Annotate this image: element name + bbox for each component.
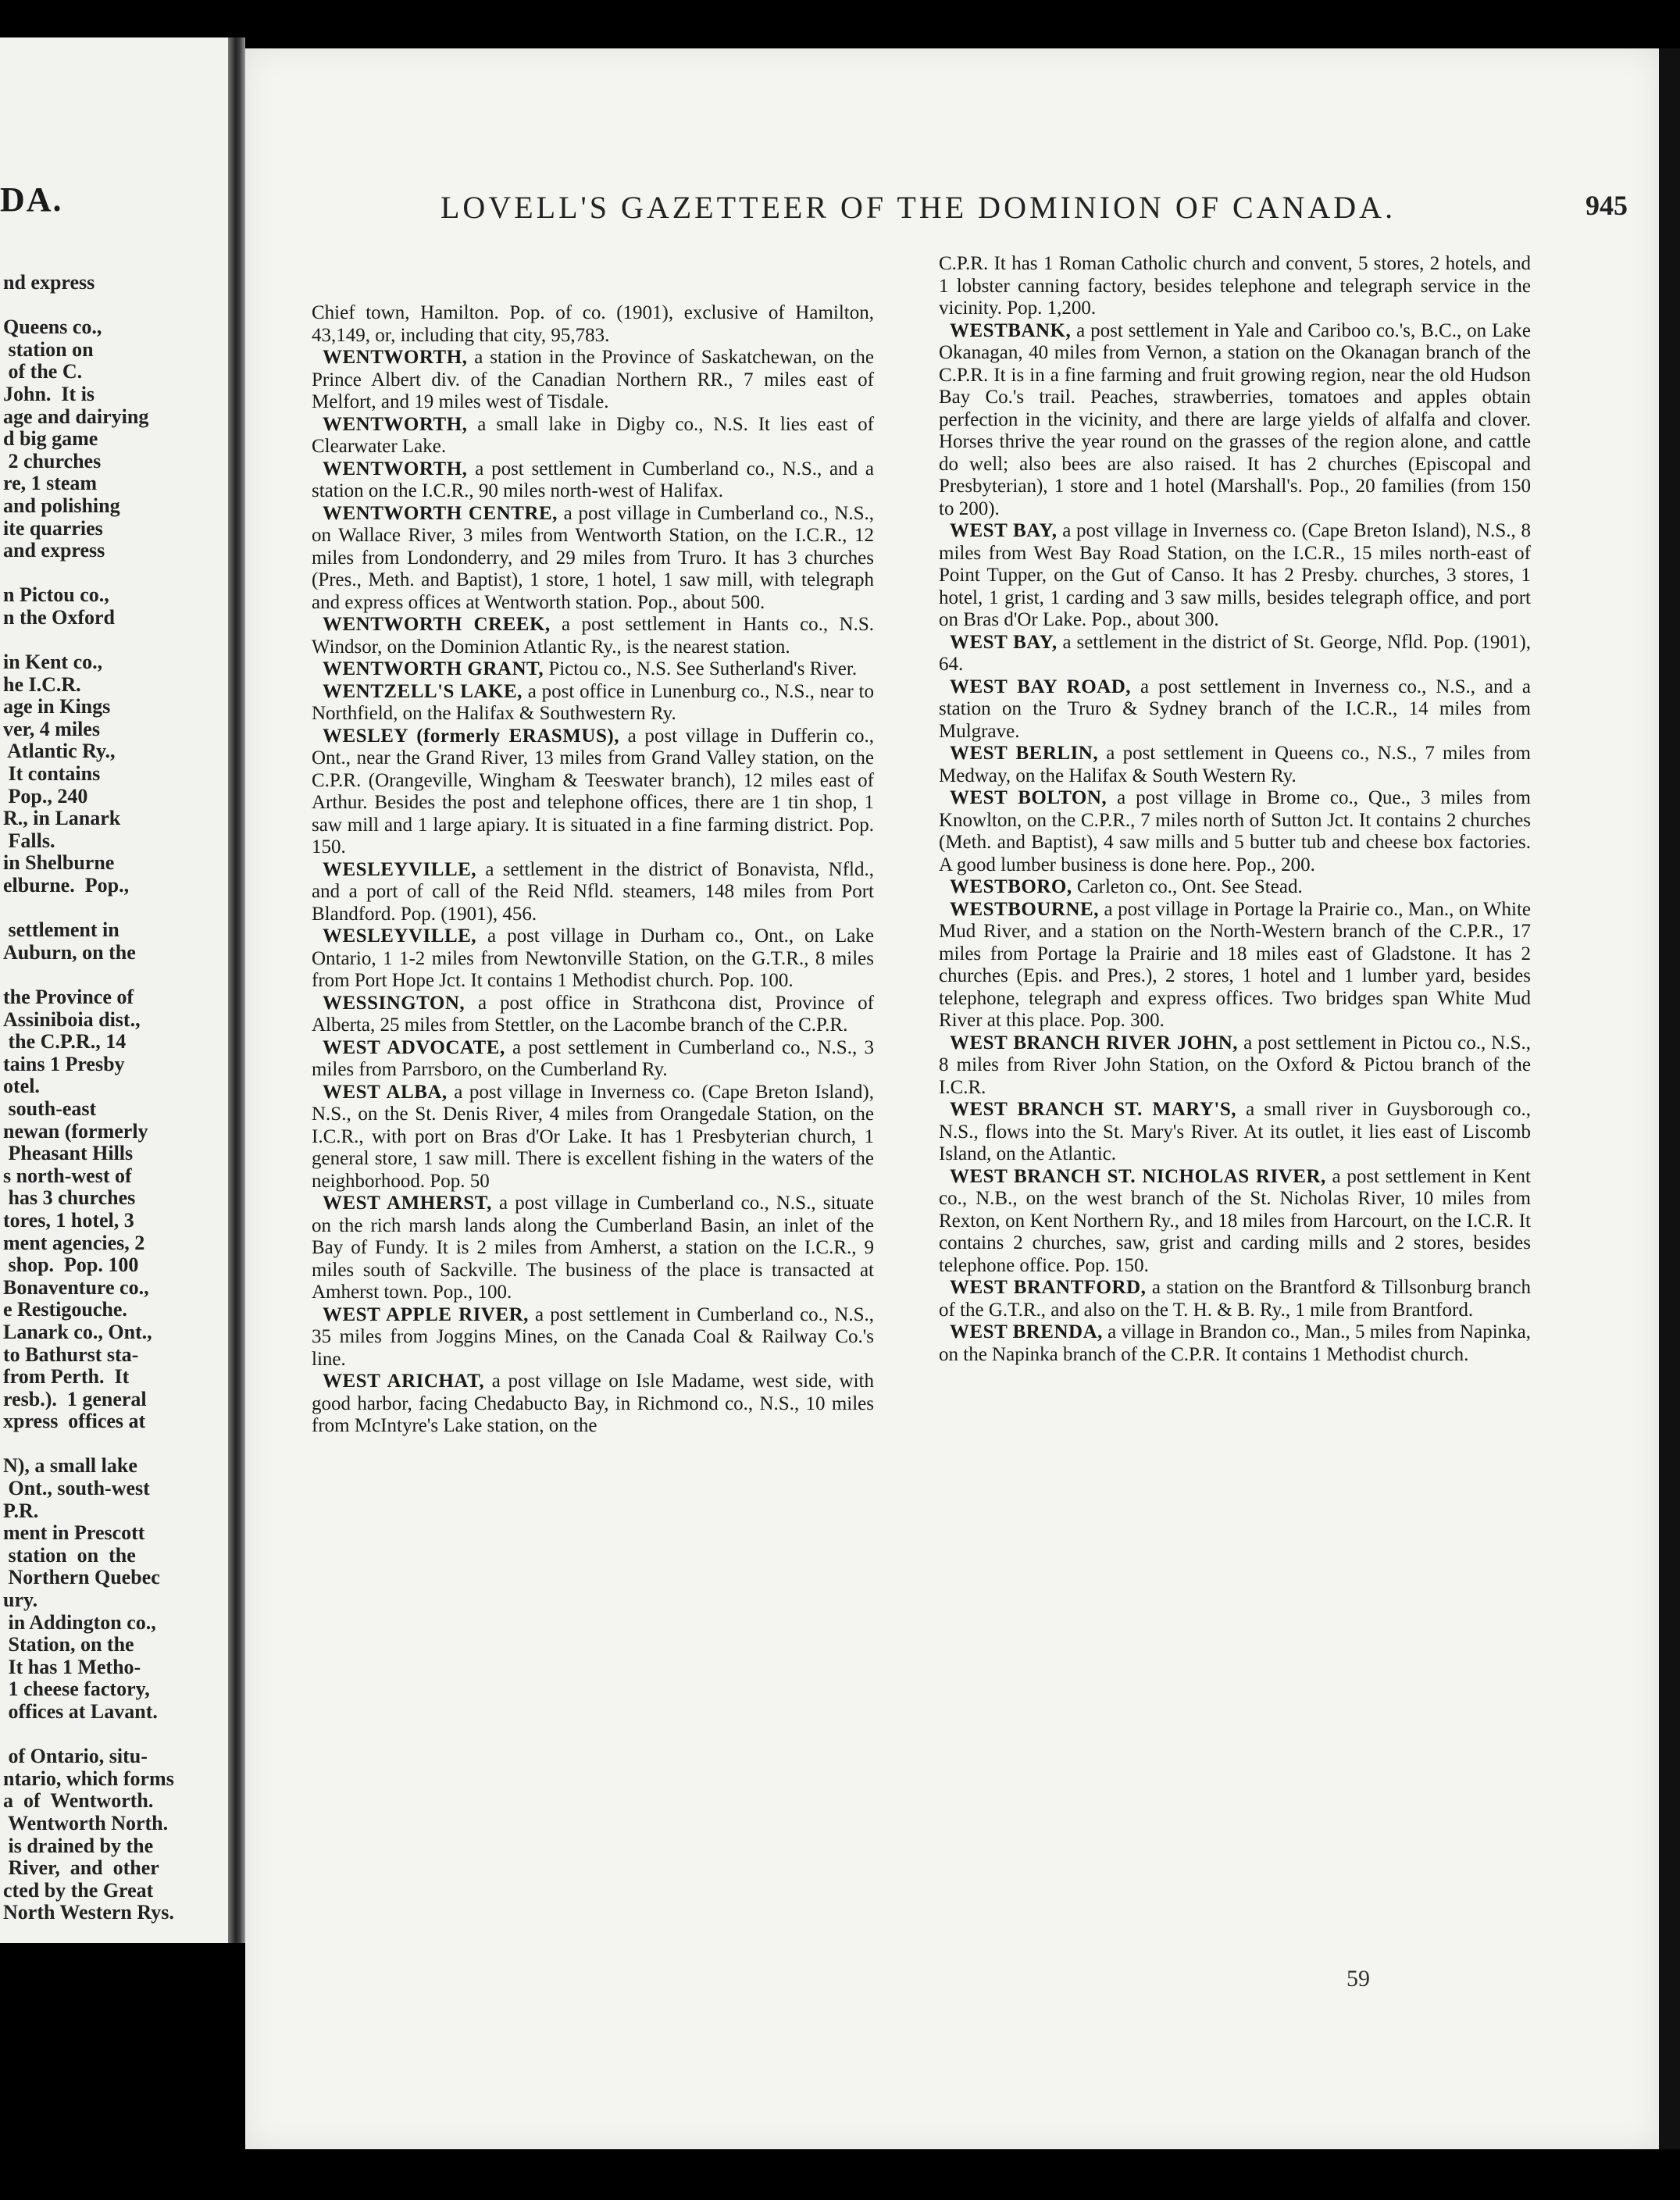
gazetteer-entry [939,520,1531,632]
entry-headword: WEST BAY ROAD, [950,676,1132,697]
entry-headword: WEST BERLIN, [950,743,1099,764]
running-title: LOVELL'S GAZETTEER OF THE DOMINION OF CANADA. [441,190,1396,225]
entry-headword: WEST BRANCH RIVER JOHN, [950,1032,1239,1054]
entry-description: a post village in Inverness co. (Cape Breton Island), N.S., on the St. Denis River, 4 miles from Orangedale Station, on the I.C.R., with port on Bras d'Or Lake. It has 1 Presbyterian church, 1 general store, 1 saw mill. There is excellent fishing in the waters of the neighborhood. Pop. 50 [312,1081,874,1192]
facing-page-left [0,37,228,1943]
gazetteer-entry [939,320,1531,521]
entry-headword: WESSINGTON, [323,992,465,1014]
gazetteer-entry [312,458,874,503]
entry-headword: WEST BRENDA, [950,1321,1103,1342]
entry-headword: WESLEY (formerly ERASMUS), [323,725,619,747]
entry-description: a settlement in the district of Bonavista, Nfld., and a port of call of the Reid Nfld. steamers, 148 miles from Port Blandford. Pop. (1901), 456. [312,858,874,925]
entry-description: Pictou co., N.S. See Sutherland's River. [544,658,858,679]
entry-headword: WEST ALBA, [323,1081,448,1103]
entry-headword: WEST ADVOCATE, [323,1036,505,1058]
entry-description: a post office in Lunenburg co., N.S., near to Northfield, on the Halifax & Southwestern Ry. [312,680,874,724]
gazetteer-entry [939,676,1531,743]
entry-headword: WEST BRANCH ST. MARY'S, [950,1099,1237,1120]
running-head [441,189,1635,236]
text-column-left [312,302,874,1438]
gazetteer-page [245,48,1659,2149]
gazetteer-entry [312,1193,874,1304]
entry-description: a village in Brandon co., Man., 5 miles from Napinka, on the Napinka branch of the C.P.R. It contains 1 Methodist church. [939,1321,1531,1365]
entry-description: a post village on Isle Madame, west side, with good harbor, facing Chedabucto Bay, in Richmond co., N.S., 10 miles from McIntyre's Lake station, on the [312,1371,874,1436]
gazetteer-entry [312,1037,874,1082]
gazetteer-entry [312,658,874,681]
signature-mark: 59 [1346,1966,1370,1991]
entry-description: a post settlement in Cumberland co., N.S., and a station on the I.C.R., 90 miles north-west of Halifax. [312,458,874,501]
entry-headword: WESLEYVILLE, [323,858,477,880]
gazetteer-entry [312,1371,874,1438]
entry-headword: WEST BRANCH ST. NICHOLAS RIVER, [950,1165,1326,1187]
entry-headword: WEST ARICHAT, [323,1371,485,1392]
entry-headword: WEST AMHERST, [323,1193,492,1214]
entry-description: a post settlement in Inverness co., N.S., and a station on the Truro & Sydney branch of the I.C.R., 14 miles from Mulgrave. [939,676,1531,742]
entry-description: a post settlement in Cumberland co., N.S., 3 miles from Parrsboro, on the Cumberland Ry. [312,1036,874,1080]
entry-description: a post office in Strathcona dist, Province of Alberta, 25 miles from Stettler, on the Lacombe branch of the C.P.R. [312,992,874,1036]
gazetteer-entry [312,925,874,993]
entry-headword: WEST APPLE RIVER, [323,1303,529,1325]
entry-description: a post settlement in Queens co., N.S., 7 miles from Medway, on the Halifax & South Western Ry. [939,743,1531,786]
facing-page-text-fragments: nd express Queens co., station on of the C. John. It is age and dairying d big game 2 churches re, 1 steam and polishing ite quarries and express n Pictou co., n the Oxford in Kent co., he I.C.R. age in Kings ver, 4 miles Atlantic Ry., It contains Pop., 240 R., in Lanark Falls. in Shelburne elburne. Pop., settlement in Auburn, on the the Province of Assiniboia dist., the C.P.R., 14 tains 1 Presby otel. south-east newan (formerly Pheasant Hills s north-west of has 3 churches tores, 1 hotel, 3 ment agencies, 2 shop. Pop. 100 Bonaventure co., e Restigouche. Lanark co., Ont., to Bathurst sta- from Perth. It resb.). 1 general xpress offices at N), a small lake Ont., south-west P.R. ment in Prescott station on the Northern Quebec ury. in Addington co., Station, on the It has 1 Metho- 1 cheese factory, offices at Lavant. of Ontario, situ- ntario, which forms a of Wentworth. Wentworth North. is drained by the River, and other cted by the Great North Western Rys. [3,271,174,1924]
entry-description: a post village in Dufferin co., Ont., near the Grand River, 13 miles from Grand Valley station, on the C.P.R. (Orangeville, Wingham & Teeswater branch), 12 miles east of Arthur. Besides the post and telephone offices, there are 1 tin shop, 1 saw mill and 1 large apiary. It is situated in a fine farming district. Pop. 150. [312,725,874,858]
entry-description: a station in the Province of Saskatchewan, on the Prince Albert div. of the Canadian Northern RR., 7 miles east of Melfort, and 19 miles west of Tisdale. [312,347,874,412]
entry-headword: WENTWORTH CENTRE, [323,502,558,524]
gazetteer-entry [939,876,1531,899]
entry-headword: WENTWORTH, [323,458,468,480]
gazetteer-entry [312,503,874,615]
entry-description: a post village in Cumberland co., N.S., on Wallace River, 3 miles from Wentworth Station, on the I.C.R., 12 miles from Londonderry, and 29 miles from Truro. It has 3 churches (Pres., Meth. and Baptist), 1 store, 1 hotel, 1 saw mill, with telegraph and express offices at Wentworth station. Pop., about 500. [312,502,874,613]
gazetteer-entry [939,899,1531,1032]
entry-description: a post settlement in Hants co., N.S. Windsor, on the Dominion Atlantic Ry., is the nearest station. [312,614,874,658]
entry-description: Chief town, Hamilton. Pop. of co. (1901), exclusive of Hamilton, 43,149, or, including that city, 95,783. [312,302,874,346]
gazetteer-entry [312,726,874,859]
entry-headword: WEST BAY, [950,631,1058,653]
entry-description: a post village in Inverness co. (Cape Breton Island), N.S., 8 miles from West Bay Road Station, on the I.C.R., 15 miles north-east of Point Tupper, on the Gut of Canso. It has 2 Presby. churches, 3 stores, 1 hotel, 1 grist, 1 carding and 3 saw mills, besides telegraph office, and port on Bras d'Or Lake. Pop., about 300. [939,520,1531,630]
entry-description: a station on the Brantford & Tillsonburg branch of the G.T.R., and also on the T. H. & B. Ry., 1 mile from Brantford. [939,1277,1532,1321]
entry-description: a post village in Portage la Prairie co., Man., on White Mud River, and a station on the North-Western branch of the C.P.R., 17 miles from Portage la Prairie and 18 miles east of Gladstone. It has 2 churches (Epis. and Pres.), 2 stores, 1 hotel and 1 lumber yard, besides telephone, telegraph and express offices. Two bridges span White Mud River at this place. Pop. 300. [939,898,1531,1031]
gazetteer-entry [939,1099,1531,1166]
gazetteer-entry [939,632,1531,676]
gazetteer-entry [939,1321,1531,1366]
entry-description: a post settlement in Cumberland co., N.S., 35 miles from Joggins Mines, on the Canada Coal & Railway Co.'s line. [312,1303,874,1370]
entry-headword: WESTBORO, [950,876,1072,897]
entry-headword: WENTWORTH, [323,413,468,435]
entry-description: a post settlement in Pictou co., N.S., 8 miles from River John Station, on the Oxford & Pictou branch of the I.C.R. [939,1032,1531,1098]
page-number: 945 [1585,190,1628,221]
entry-description: Carleton co., Ont. See Stead. [1072,876,1303,897]
entry-description: a post village in Durham co., Ont., on Lake Ontario, 1 1-2 miles from Newtonville Station, on the G.T.R., 8 miles from Port Hope Jct. It contains 1 Methodist church. Pop. 100. [312,925,874,991]
gazetteer-entry [312,681,874,726]
entry-headword: WESTBOURNE, [950,898,1099,920]
entry-headword: WENTZELL'S LAKE, [323,680,523,702]
entry-headword: WEST BOLTON, [950,787,1108,808]
entry-headword: WENTWORTH GRANT, [323,658,544,679]
gazetteer-entry [939,1166,1531,1278]
entry-description: a small river in Guysborough co., N.S., flows into the St. Mary's River. At its outlet, it lies east of Liscomb Island, on the Atlantic. [939,1099,1531,1164]
entry-description: a post village in Brome co., Que., 3 miles from Knowlton, on the C.P.R., 7 miles north of Sutton Jct. It contains 2 churches (Meth. and Baptist), 4 saw mills and 5 butter tub and cheese box factories. A good lumber business is done here. Pop., 200. [939,787,1532,875]
facing-page-header: DA. [0,180,63,219]
entry-headword: WEST BAY, [950,520,1058,541]
gazetteer-entry [312,414,874,458]
entry-description: a post settlement in Yale and Cariboo co.'s, B.C., on Lake Okanagan, 40 miles from Vernon, a station on the Okanagan branch of the C.P.R. It is in a fine farming and fruit growing region, near the old Hudson Bay Co.'s trail. Peaches, strawberries, tomatoes and apples obtain perfection in the vicinity, and there are large yields of alfalfa and clover. Horses thrive the year round on the grasses of the region alone, and cattle do well; also bees are also raised. It has 2 churches (Episcopal and Presbyterian), 1 store and 1 hotel (Marshall's. Pop., 20 families (from 150 to 200). [939,319,1531,519]
gazetteer-entry [312,1082,874,1193]
gazetteer-entry [312,614,874,658]
gazetteer-entry [312,1304,874,1371]
gazetteer-entry [939,253,1531,320]
entry-headword: WEST BRANTFORD, [950,1277,1147,1298]
gazetteer-entry [939,1032,1531,1100]
book-gutter [228,37,245,1943]
entry-description: a small lake in Digby co., N.S. It lies east of Clearwater Lake. [312,413,874,457]
entry-headword: WENTWORTH, [323,347,468,368]
gazetteer-entry [939,1277,1531,1321]
entry-headword: WESTBANK, [950,319,1072,341]
entry-headword: WENTWORTH CREEK, [323,614,551,635]
gazetteer-entry [939,787,1531,876]
gazetteer-entry [312,993,874,1037]
text-column-right [939,253,1531,1366]
gazetteer-entry [312,347,874,414]
gazetteer-entry [312,859,874,926]
scan-border [1659,48,1680,2149]
gazetteer-entry [312,302,874,347]
entry-headword: WESLEYVILLE, [323,925,477,947]
entry-description: a post settlement in Kent co., N.B., on the west branch of the St. Nicholas River, 10 miles from Rexton, on Kent Northern Ry., and 18 miles from Harcourt, on the I.C.R. It contains 2 churches, saw, grist and carding mills and 2 stores, besides telephone office. Pop. 150. [939,1165,1531,1276]
entry-description: a settlement in the district of St. George, Nfld. Pop. (1901), 64. [939,631,1531,675]
gazetteer-entry [939,743,1531,787]
entry-description: a post village in Cumberland co., N.S., situate on the rich marsh lands along the Cumberland Basin, an inlet of the Bay of Fundy. It is 2 miles from Amherst, a station on the I.C.R., 9 miles south of Sackville. The business of the place is transacted at Amherst town. Pop., 100. [312,1193,874,1303]
entry-description: C.P.R. It has 1 Roman Catholic church and convent, 5 stores, 2 hotels, and 1 lobster canning factory, besides telephone and telegraph service in the vicinity. Pop. 1,200. [939,253,1531,319]
